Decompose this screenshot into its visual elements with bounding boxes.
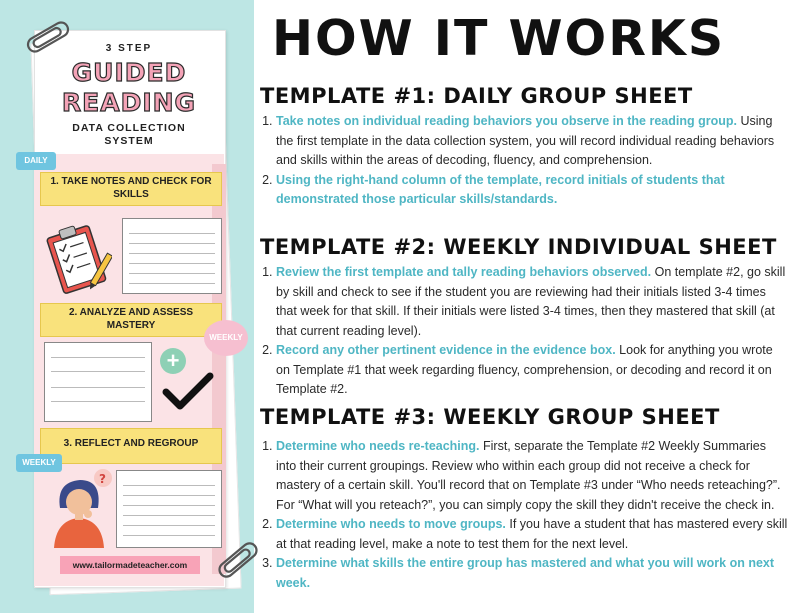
- step-highlight: Review the first template and tally reading behaviors observed.: [276, 265, 652, 279]
- step-highlight: Determine who needs to move groups.: [276, 517, 506, 531]
- template-2-steps: [258, 263, 788, 400]
- template-1-steps: [258, 112, 788, 210]
- step-text: If you have a student that has mastered every skill at that reading level, make a note to test them for the next level.: [276, 517, 788, 551]
- cover-subtitle-line1: DATA COLLECTION: [72, 122, 186, 134]
- website-url: www.tailormadeteacher.com: [60, 556, 200, 574]
- weekly-tag-banner: WEEKLY: [16, 454, 62, 472]
- step-3-label: 3. REFLECT AND REGROUP: [63, 438, 199, 449]
- step-3-banner: [40, 428, 222, 464]
- list-item: [276, 263, 788, 341]
- cover-title-reading: READING: [61, 88, 197, 117]
- cover-three-step: 3 STEP: [105, 43, 153, 54]
- step-1-banner: [40, 172, 222, 206]
- list-item: [276, 171, 788, 210]
- list-item: [276, 554, 788, 593]
- step-text: Using the first template in the data collection system, you will record individual reading behaviors and skills within the areas of decoding, fluency, and comprehension.: [276, 114, 775, 167]
- template-1-thumbnail: [122, 218, 222, 294]
- template-3-heading: TEMPLATE #3: WEEKLY GROUP SHEET: [260, 405, 720, 429]
- list-item: [276, 112, 788, 171]
- cover-title-guided: GUIDED: [71, 58, 187, 87]
- step-highlight: Take notes on individual reading behaviors you observe in the reading group.: [276, 114, 737, 128]
- template-3-steps: [258, 437, 788, 593]
- step-highlight: Using the right-hand column of the template, record initials of students that demonstrated those particular skills/standards.: [276, 172, 725, 206]
- template-1-heading: TEMPLATE #1: DAILY GROUP SHEET: [260, 84, 693, 108]
- step-text: On template #2, go skill by skill and check to see if the student you are reviewing had their initials listed 3-4 times that week for that skill. If their initials were listed 3-4 times, then they mastered that skill (at that current reading level).: [276, 265, 786, 338]
- template-2-thumbnail: [44, 342, 152, 422]
- step-2-label: 2. ANALYZE AND ASSESS: [68, 307, 194, 318]
- step-2-banner: [40, 303, 222, 337]
- weekly-tag-circle: WEEKLY: [204, 320, 248, 356]
- daily-tag: DAILY: [16, 152, 56, 170]
- cover-subtitle: [34, 122, 224, 148]
- step-highlight: Record any other pertinent evidence in the evidence box.: [276, 343, 616, 357]
- list-item: [276, 341, 788, 400]
- svg-text:?: ?: [99, 472, 106, 486]
- page-title: HOW IT WORKS: [272, 10, 726, 67]
- step-text: Look for anything you wrote on Template #1 that week regarding fluency, comprehension, or decoding and record it on Template #2.: [276, 343, 773, 396]
- step-highlight: Determine what skills the entire group has mastered and what you will work on next week.: [276, 556, 775, 590]
- clipboard-icon: [44, 222, 112, 294]
- template-2-heading: TEMPLATE #2: WEEKLY INDIVIDUAL SHEET: [260, 235, 777, 259]
- list-item: [276, 437, 788, 515]
- template-3-thumbnail: [116, 470, 222, 548]
- step-2-label-2: MASTERY: [106, 320, 156, 331]
- cover-subtitle-line2: SYSTEM: [104, 135, 154, 147]
- step-text: First, separate the Template #2 Weekly Summaries into their current groupings. Review who within each group did not receive a check for mastery of a certain skill. You'll record that on Template #3 under “Who needs reteaching?”. For “What will you reteach?”, you can simply copy the skill they didn't receive the check in.: [276, 439, 781, 512]
- teacher-thinking-icon: [48, 468, 114, 548]
- checkmark-icon: [160, 372, 216, 412]
- step-highlight: Determine who needs re-teaching.: [276, 439, 480, 453]
- list-item: [276, 515, 788, 554]
- step-1-label: 1. TAKE NOTES AND CHECK FOR: [50, 176, 212, 187]
- step-1-label-2: SKILLS: [113, 189, 149, 200]
- plus-icon: +: [160, 348, 186, 374]
